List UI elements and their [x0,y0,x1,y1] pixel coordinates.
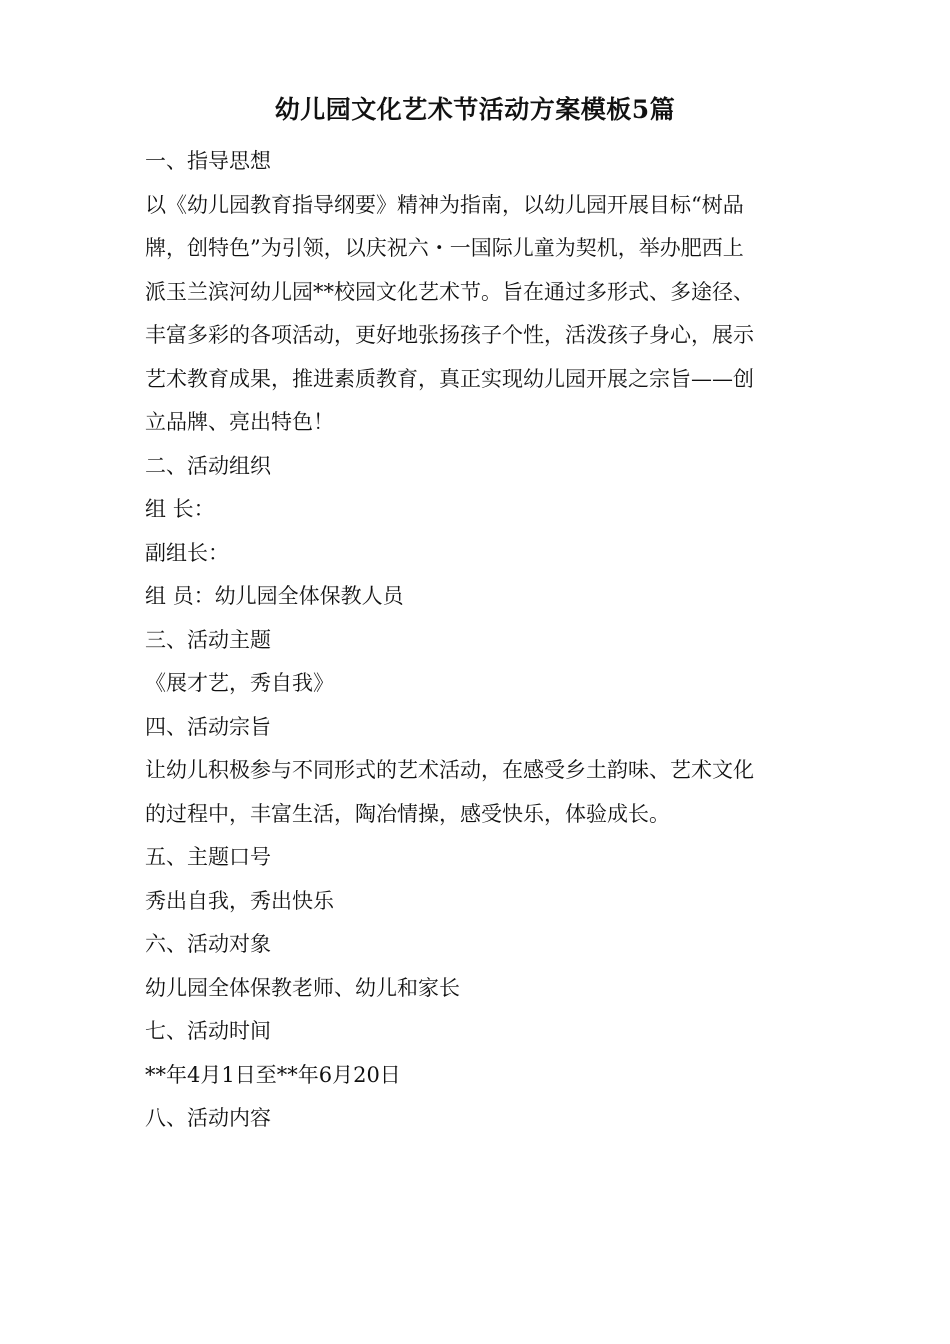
document-title: 幼儿园文化艺术节活动方案模板5篇 [274,95,676,124]
theme-text: 《展才艺，秀自我》 [145,671,334,695]
paragraph-line: 以《幼儿园教育指导纲要》精神为指南，以幼儿园开展目标“树品 [145,192,744,217]
heading-guiding-ideology: 一、指导思想 [145,149,271,173]
heading-audience: 六、活动对象 [145,932,271,956]
heading-organization: 二、活动组织 [145,453,271,478]
heading-purpose: 四、活动宗旨 [145,714,271,739]
paragraph-line: 让幼儿积极参与不同形式的艺术活动，在感受乡土韵味、艺术文化 [145,758,754,782]
heading-slogan: 五、主题口号 [145,845,271,869]
paragraph-line: 立品牌、亮出特色！ [145,410,334,434]
audience-text: 幼儿园全体保教老师、幼儿和家长 [145,975,460,1000]
paragraph-line: 派玉兰滨河幼儿园**校园文化艺术节。旨在通过多形式、多途径、 [145,279,754,304]
document-body [145,140,805,1141]
heading-theme: 三、活动主题 [145,627,271,652]
paragraph-line: 牌，创特色”为引领，以庆祝六・一国际儿童为契机，举办肥西上 [145,236,744,260]
paragraph-line: 丰富多彩的各项活动，更好地张扬孩子个性，活泼孩子身心，展示 [145,323,754,347]
heading-content: 八、活动内容 [145,1106,271,1130]
time-text: **年4月1日至**年6月20日 [145,1062,401,1087]
paragraph-line: 的过程中，丰富生活，陶冶情操，感受快乐，体验成长。 [145,801,670,826]
deputy-leader-line: 副组长： [145,540,229,565]
members-line: 组 员：幼儿园全体保教人员 [145,584,404,608]
slogan-text: 秀出自我，秀出快乐 [145,888,334,913]
heading-time: 七、活动时间 [145,1019,271,1043]
paragraph-line: 艺术教育成果，推进素质教育，真正实现幼儿园开展之宗旨——创 [145,366,754,391]
leader-line: 组 长： [145,497,215,521]
